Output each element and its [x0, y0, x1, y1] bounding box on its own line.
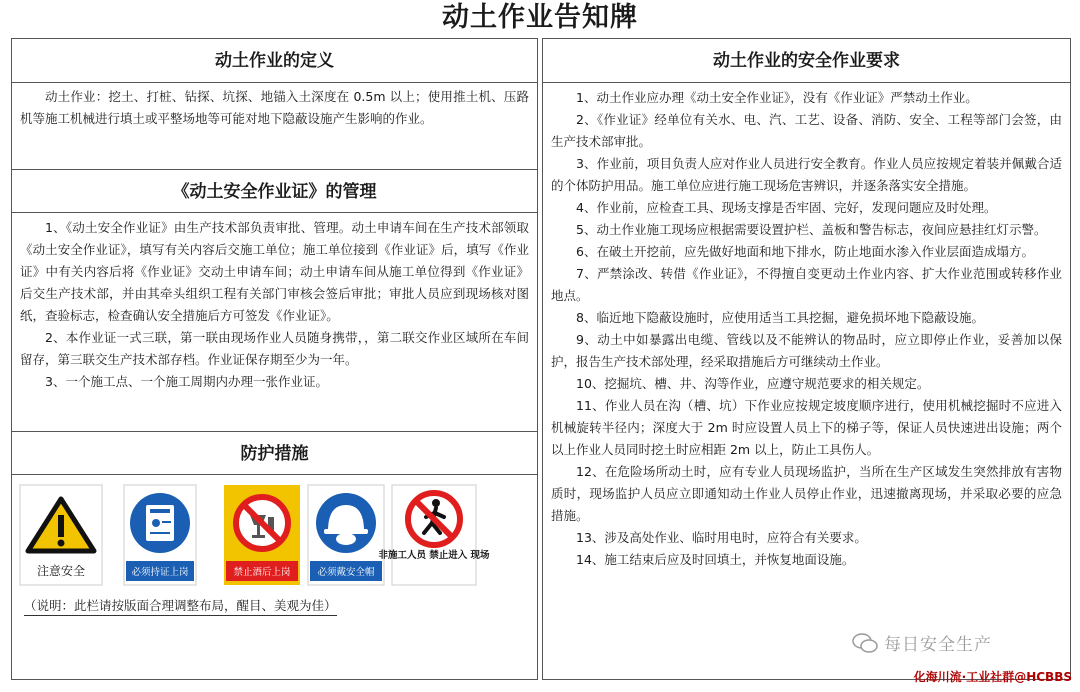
permit-sign-label: 必须持证上岗	[131, 567, 189, 578]
permit-card-icon	[130, 493, 190, 553]
requirement-item: 2、《作业证》经单位有关水、电、汽、工艺、设备、消防、安全、工程等部门会签，由生产技术部审批。	[551, 112, 1062, 149]
requirement-item: 13、涉及高处作业、临时用电时，应符合有关要求。	[576, 530, 867, 545]
credit-text: 化海川流·工业社群@HCBBS	[913, 670, 1072, 684]
requirements-heading: 动土作业的安全作业要求	[543, 39, 1070, 83]
watermark-text: 每日安全生产	[884, 635, 992, 655]
warning-sign-label: 注意安全	[36, 564, 86, 578]
no-entry-sign	[378, 485, 490, 585]
sign-row	[12, 475, 537, 615]
requirement-item: 4、作业前，应检查工具、现场支撑是否牢固、完好，发现问题应及时处理。	[576, 200, 997, 215]
watermark	[852, 630, 992, 655]
helmet-icon	[316, 493, 376, 553]
management-list	[12, 213, 537, 431]
no-drinking-sign-label: 禁止酒后上岗	[233, 567, 291, 578]
no-drinking-sign	[224, 485, 300, 585]
no-drinking-icon	[236, 497, 288, 549]
chat-bubble-icon	[852, 632, 878, 654]
requirement-item: 11、作业人员在沟（槽、坑）下作业应按规定坡度顺序进行，使用机械挖掘时不应进入机械旋转半径内；深度大于 2m 时应设置人员上下的梯子等，保证人员快速进出设施；两个以上作业人员同时挖土时应相距 2m 以上，防止工具伤人。	[551, 398, 1062, 457]
layout-note: （说明：此栏请按版面合理调整布局，醒目、美观为佳）	[24, 596, 337, 616]
requirement-item: 6、在破土开挖前，应先做好地面和地下排水，防止地面水渗入作业层面造成塌方。	[576, 244, 1034, 259]
requirement-item: 14、施工结束后应及时回填土，并恢复地面设施。	[576, 552, 855, 567]
requirement-item: 9、动土中如暴露出电缆、管线以及不能辨认的物品时，应立即停止作业，妥善加以保护，报告生产技术部处理，经采取措施后方可继续动土作业。	[551, 332, 1062, 369]
page-title: 动土作业告知牌	[442, 2, 638, 33]
definition-heading: 动土作业的定义	[12, 39, 537, 83]
no-entry-sign-label: 非施工人员 禁止进入 现场	[378, 550, 490, 561]
requirements-list	[543, 83, 1070, 571]
helmet-sign-label: 必须戴安全帽	[317, 567, 375, 578]
warning-sign	[20, 485, 102, 585]
requirement-item: 8、临近地下隐蔽设施时，应使用适当工具挖掘，避免损坏地下隐蔽设施。	[576, 310, 984, 325]
management-item: 2、本作业证一式三联，第一联由现场作业人员随身携带，，第二联交作业区域所在车间留存，第三联交生产技术部存档。作业证保存期至少为一年。	[20, 330, 529, 367]
left-panel	[11, 38, 538, 680]
requirement-item: 7、严禁涂改、转借《作业证》，不得擅自变更动土作业内容、扩大作业范围或转移作业地点。	[551, 266, 1062, 303]
management-item: 3、一个施工点、一个施工周期内办理一张作业证。	[45, 374, 328, 389]
permit-sign	[124, 485, 196, 585]
no-entry-person-icon	[408, 493, 460, 545]
requirement-item: 3、作业前，项目负责人应对作业人员进行安全教育。作业人员应按规定着装并佩戴合适的个体防护用品。施工单位应进行施工现场危害辨识，并逐条落实安全措施。	[551, 156, 1062, 193]
management-item: 1、《动土安全作业证》由生产技术部负责审批、管理。动土申请车间在生产技术部领取《动土安全作业证》，填写有关内容后交施工单位；施工单位接到《作业证》后，填写《作业证》中有关内容后将《作业证》交动土申请车间；动土申请车间从施工单位得到《作业证》后交生产技术部，并由其牵头组织工程有关部门审核会签后审批；审批人员应到现场核对图纸，查验标志，检查确认安全措施后方可签发《作业证》。	[20, 220, 529, 323]
requirement-item: 10、挖掘坑、槽、井、沟等作业，应遵守规范要求的相关规定。	[576, 376, 930, 391]
protection-heading: 防护措施	[12, 431, 537, 475]
requirement-item: 5、动土作业施工现场应根据需要设置护栏、盖板和警告标志，夜间应悬挂红灯示警。	[576, 222, 1047, 237]
definition-text: 动土作业：挖土、打桩、钻探、坑探、地锚入土深度在 0.5m 以上；使用推土机、压路机等施工机械进行填土或平整场地等可能对地下隐蔽设施产生影响的作业。	[20, 89, 529, 126]
management-heading: 《动土安全作业证》的管理	[12, 169, 537, 213]
requirement-item: 12、在危险场所动土时，应有专业人员现场监护，当所在生产区域发生突然排放有害物质时，现场监护人员应立即通知动土作业人员停止作业，迅速撤离现场，并采取必要的应急措施。	[551, 464, 1062, 523]
requirement-item: 1、动土作业应办理《动土安全作业证》，没有《作业证》严禁动土作业。	[576, 90, 978, 105]
right-panel	[542, 38, 1071, 680]
helmet-sign	[308, 485, 384, 585]
